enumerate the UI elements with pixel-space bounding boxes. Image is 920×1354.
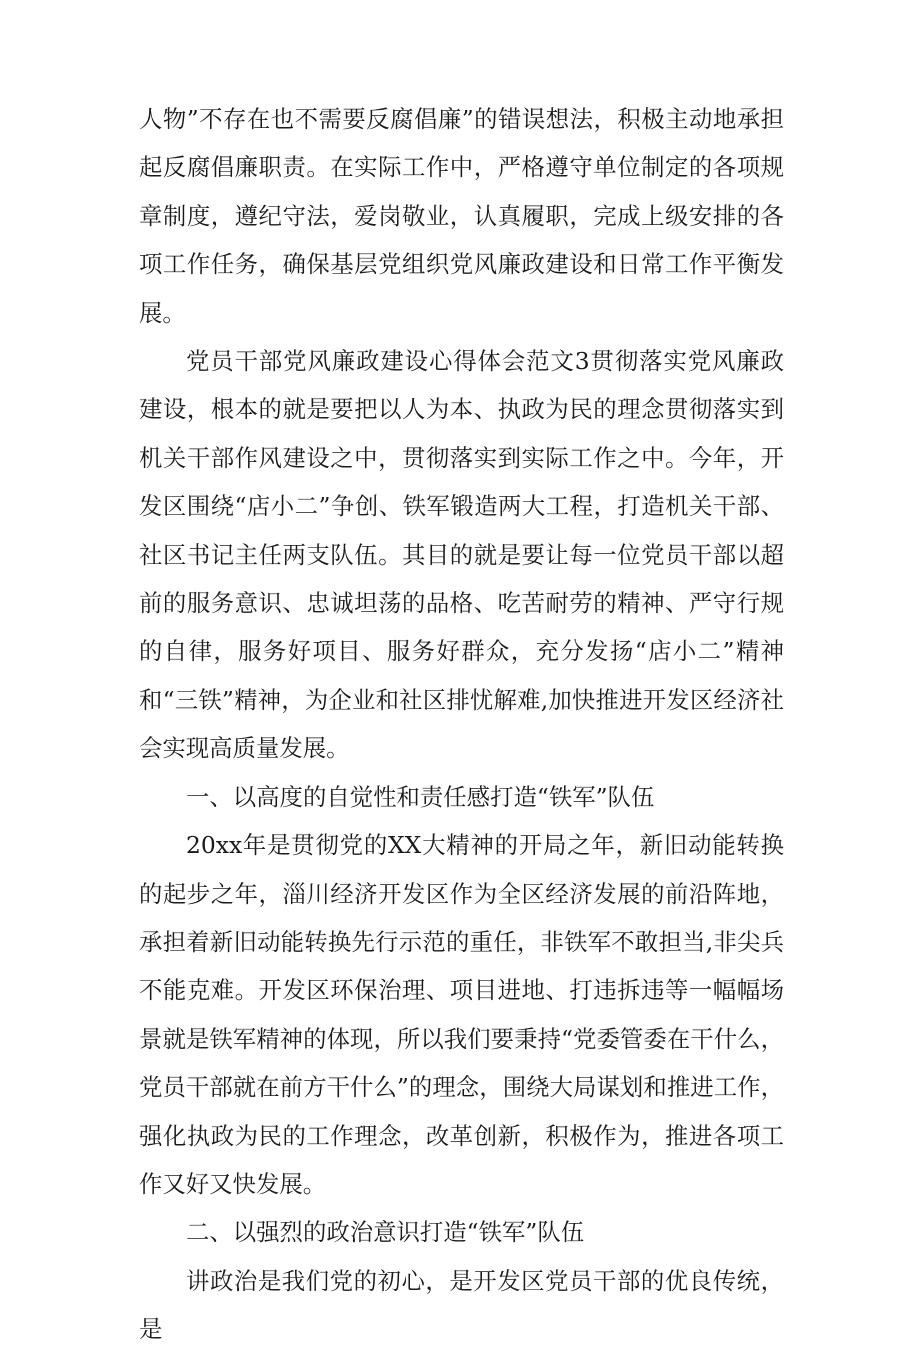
body-paragraph: 讲政治是我们党的初心，是开发区党员干部的优良传统，是 (139, 1266, 784, 1344)
body-paragraph: 人物”不存在也不需要反腐倡廉”的错误想法，积极主动地承担起反腐倡廉职责。在实际工作中，严格遵守单位制定的各项规章制度，遵纪守法，爱岗敬业，认真履职，完成上级安排的各项工作任务，确保基层党组织党风廉政建设和日常工作平衡发展。 (139, 105, 784, 327)
body-paragraph-sample-3: 党员干部党风廉政建设心得体会范文3贯彻落实党风廉政建设，根本的就是要把以人为本、执政为民的理念贯彻落实到机关干部作风建设之中，贯彻落实到实际工作之中。今年，开发区围绕“店小二”争创、铁军锻造两大工程，打造机关干部、社区书记主任两支队伍。其目的就是要让每一位党员干部以超前的服务意识、忠诚坦荡的品格、吃苦耐劳的精神、严守行规的自律，服务好项目、服务好群众，充分发扬“店小二”精神和“三铁”精神，为企业和社区排忧解难,加快推进开发区经济社会实现高质量发展。 (139, 347, 784, 763)
section-heading-2: 二、以强烈的政治意识打造“铁军”队伍 (186, 1218, 585, 1247)
body-paragraph: 20xx年是贯彻党的XX大精神的开局之年，新旧动能转换的起步之年，淄川经济开发区作为全区经济发展的前沿阵地，承担着新旧动能转换先行示范的重任，非铁军不敢担当,非尖兵不能克难。开发区环保治理、项目进地、打违拆违等一幅幅场景就是铁军精神的体现，所以我们要秉持“党委管委在干什么，党员干部就在前方干什么”的理念，围绕大局谋划和推进工作，强化执政为民的工作理念，改革创新，积极作为，推进各项工作又好又快发展。 (139, 831, 784, 1198)
document-page (139, 95, 784, 1354)
section-heading-1: 一、以高度的自觉性和责任感打造“铁军”队伍 (186, 782, 655, 811)
